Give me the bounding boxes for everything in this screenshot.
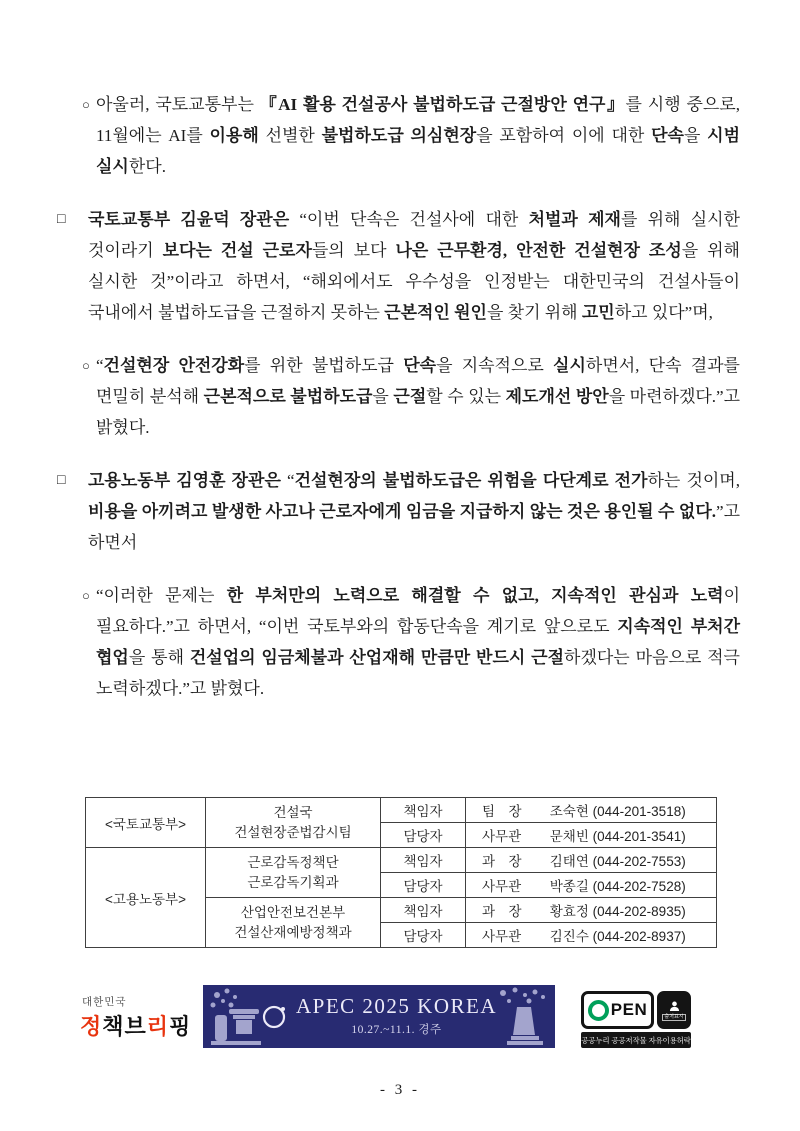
paragraph-text [96, 586, 740, 698]
text-segment: 를 위한 불법하도급 [244, 356, 404, 375]
contact-cell [466, 798, 717, 823]
source-attribution-box [657, 991, 691, 1029]
person-phone: 조숙현 (044-201-3518) [549, 804, 686, 819]
text-segment: 을 [372, 387, 394, 406]
text-segment: 하면서, 단속 결과를 면밀히 분석해 [96, 356, 740, 406]
text-segment: 단속 [651, 126, 684, 145]
person-phone: 박종길 (044-202-7528) [549, 879, 686, 894]
policy-briefing-logo [80, 994, 191, 1041]
apec-logo-icon [261, 1004, 287, 1030]
text-segment: 선별한 [258, 126, 322, 145]
text-segment: 『AI 활용 건설공사 불법하도급 근절방안 연구』 [259, 95, 626, 114]
job-title: 사무관 [482, 829, 522, 844]
text-segment: 국토교통부 김윤덕 장관은 [88, 210, 290, 229]
text-segment: 보다는 건설 근로자 [162, 241, 312, 260]
text-segment: 건설현장의 불법하도급은 위험을 다단계로 전가 [294, 471, 648, 490]
text-segment: 근본적으로 불법하도급 [203, 387, 373, 406]
text-segment: 시범 실시 [96, 126, 740, 176]
contact-cell [466, 923, 717, 948]
role-cell: 책임자 [381, 798, 466, 823]
document-body [0, 89, 800, 726]
open-wordmark [581, 991, 654, 1029]
role-cell: 담당자 [381, 823, 466, 848]
role-cell: 담당자 [381, 923, 466, 948]
job-title: 과 장 [482, 904, 522, 919]
department-line: 건설산재예방정책과 [234, 924, 352, 940]
contact-cell [466, 873, 717, 898]
text-segment: ”고 하면서 [88, 502, 740, 552]
text-segment: 하고 있다”며, [614, 303, 713, 322]
department-line: 산업안전보건본부 [240, 904, 346, 920]
kogl-open-mark [581, 991, 691, 1048]
briefing-country-label: 대한민국 [82, 996, 127, 1008]
job-title: 사무관 [482, 879, 522, 894]
text-segment: 이 필요하다.”고 하면서, “이번 국토부와의 합동단속을 계기로 앞으로도 [96, 586, 740, 636]
contact-cell [466, 848, 717, 873]
text-segment: 리 [146, 1014, 170, 1039]
text-segment: 핑 [169, 1014, 192, 1039]
table-row [86, 798, 717, 823]
apec-banner-text [261, 996, 497, 1037]
paragraph-molit-minister-quote-2 [0, 350, 740, 443]
paragraph-text [88, 471, 740, 552]
paragraph-moel-minister-quote-2 [0, 580, 740, 704]
text-segment: “ [96, 356, 104, 375]
person-phone: 김진수 (044-202-8937) [549, 929, 686, 944]
text-segment: 를 위해 실시한 것이라기 [88, 210, 740, 260]
department-line: 근로감독정책단 [247, 854, 339, 870]
person-phone: 김태연 (044-202-7553) [549, 854, 686, 869]
circle-bullet-icon: ○ [82, 358, 90, 373]
department-line: 근로감독기획과 [247, 874, 339, 890]
page-number: - 3 - [380, 1082, 420, 1098]
job-title: 과 장 [482, 854, 522, 869]
text-segment: 들의 보다 [311, 241, 396, 260]
paragraph-text [88, 210, 740, 322]
briefing-wordmark [80, 1010, 191, 1041]
text-segment: 하겠다는 마음으로 적극 노력하겠다.”고 밝혔다. [96, 648, 740, 698]
kogl-open-boxes [581, 991, 691, 1029]
text-segment: 건설업의 임금체불과 산업재해 만큼만 반드시 근절 [189, 648, 565, 667]
open-o-icon [588, 1000, 609, 1021]
text-segment: 브 [124, 1014, 147, 1039]
department-cell [206, 798, 381, 848]
text-segment: “ [280, 471, 295, 490]
circle-bullet-icon: ○ [82, 588, 90, 603]
apec-banner-title: APEC 2025 KOREA [295, 994, 497, 1018]
ministry-cell: <국토교통부> [86, 798, 206, 848]
paragraph-molit-minister-quote [0, 204, 740, 328]
text-segment: 한 부처만의 노력으로 해결할 수 없고, 지속적인 관심과 노력 [226, 586, 724, 605]
department-cell [206, 848, 381, 898]
contact-cell [466, 898, 717, 923]
job-title: 팀 장 [482, 804, 522, 819]
text-segment: 을 [683, 126, 708, 145]
department-line: 건설국 [273, 804, 313, 820]
source-attribution-label: 출처표시 [664, 1013, 684, 1020]
text-segment: 정 [80, 1014, 103, 1039]
text-segment: 을 위해 실시한 것”이라고 하면서, “해외에서도 우수성을 인정받는 대한민국의 건설사들이 국내에서 불법하도급을 근절하지 못하는 [88, 241, 740, 322]
text-segment: 을 통해 [128, 648, 190, 667]
text-segment: 할 수 있는 [426, 387, 506, 406]
contact-info-table [85, 797, 717, 948]
ministry-cell: <고용노동부> [86, 848, 206, 948]
table-row [86, 848, 717, 873]
text-segment: “이번 단속은 건설사에 대한 [289, 210, 529, 229]
job-title: 사무관 [482, 929, 522, 944]
department-line: 건설현장준법감시팀 [234, 824, 352, 840]
text-segment: 한다. [128, 157, 166, 176]
role-cell: 담당자 [381, 873, 466, 898]
paragraph-moel-minister-quote [0, 465, 740, 558]
open-pen-text: PEN [610, 1000, 648, 1019]
text-segment: 불법하도급 의심현장 [321, 126, 477, 145]
text-segment: 근본적인 원인 [384, 303, 487, 322]
text-segment: 고용노동부 김영훈 장관은 [88, 471, 281, 490]
text-segment: 실시 [553, 356, 586, 375]
department-cell [206, 898, 381, 948]
paragraph-text [96, 95, 740, 176]
square-bullet-icon: □ [57, 473, 66, 488]
text-segment: 하는 것이며, [647, 471, 740, 490]
text-segment: 근절 [393, 387, 427, 406]
person-phone: 문채빈 (044-201-3541) [549, 829, 686, 844]
person-icon [668, 1000, 681, 1013]
paragraph-ai-pilot [0, 89, 740, 182]
person-phone: 황효정 (044-202-8935) [549, 904, 686, 919]
role-cell: 책임자 [381, 898, 466, 923]
text-segment: 을 지속적으로 [436, 356, 554, 375]
paragraph-text [96, 356, 740, 437]
square-bullet-icon: □ [57, 212, 66, 227]
text-segment: 처벌과 제재 [528, 210, 621, 229]
apec-2025-banner [203, 985, 555, 1048]
kogl-caption: 공공누리 공공저작물 자유이용허락 [581, 1032, 691, 1048]
text-segment: “이러한 문제는 [96, 586, 227, 605]
text-segment: 을 포함하여 이에 대한 [476, 126, 652, 145]
text-segment: 제도개선 방안 [505, 387, 609, 406]
text-segment: 책 [102, 1014, 125, 1039]
contact-cell [466, 823, 717, 848]
text-segment: 이용해 [209, 126, 259, 145]
apec-banner-dates: 10.27.~11.1. 경주 [351, 1024, 442, 1036]
circle-bullet-icon: ○ [82, 97, 90, 112]
role-cell: 책임자 [381, 848, 466, 873]
text-segment: 건설현장 안전강화 [103, 356, 245, 375]
text-segment: 아울러, 국토교통부는 [96, 95, 260, 114]
text-segment: 단속 [403, 356, 437, 375]
text-segment: 를 시행 중으로, 11월에는 AI를 [96, 95, 740, 145]
text-segment: 지속적인 부처간 협업 [96, 617, 740, 667]
text-segment: 을 찾기 위해 [486, 303, 582, 322]
text-segment: 고민 [581, 303, 615, 322]
text-segment: 나은 근무환경, 안전한 건설현장 조성 [395, 241, 682, 260]
text-segment: 비용을 아끼려고 발생한 사고나 근로자에게 임금을 지급하지 않는 것은 용인될 수 없다. [88, 502, 717, 521]
text-segment: 을 마련하겠다.”고 밝혔다. [96, 387, 740, 437]
